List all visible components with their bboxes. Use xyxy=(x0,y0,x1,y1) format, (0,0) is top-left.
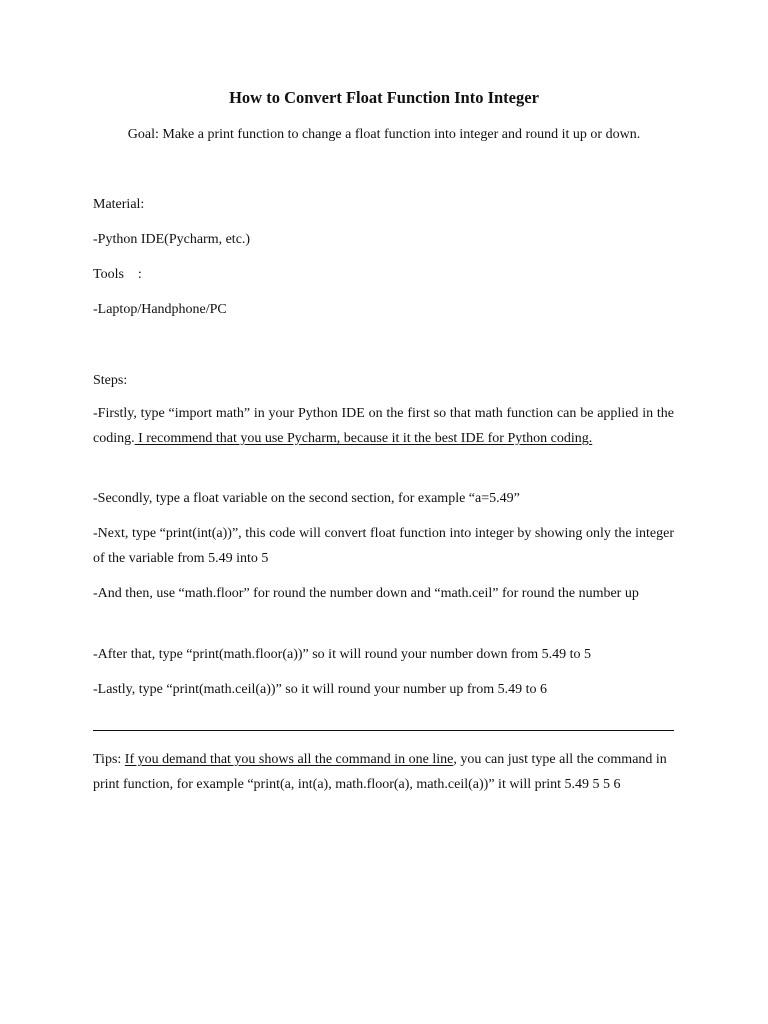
document-title: How to Convert Float Function Into Integer xyxy=(229,88,539,107)
step-3: -Next, type “print(int(a))”, this code will convert float function into integer by showing only the integer of the variable from 5.49 into 5 xyxy=(93,526,674,566)
tools-heading: Tools xyxy=(93,267,124,282)
goal-text: Goal: Make a print function to change a float function into integer and round it up or down. xyxy=(127,127,641,142)
step-1 xyxy=(93,401,674,451)
tools-line xyxy=(93,262,674,287)
step-2: -Secondly, type a float variable on the second section, for example “a=5.49” xyxy=(93,491,520,506)
section-divider xyxy=(93,730,674,731)
tips-label: Tips: xyxy=(93,752,125,767)
step-4: -And then, use “math.floor” for round the number down and “math.ceil” for round the number up xyxy=(93,586,639,601)
tips-paragraph xyxy=(93,747,674,797)
tools-colon: : xyxy=(137,267,142,282)
tips-underlined: If you demand that you shows all the command in one line xyxy=(124,752,454,767)
material-heading: Material: xyxy=(93,197,145,212)
steps-heading: Steps: xyxy=(93,373,128,388)
tips-rest: , you can just type all the command in print function, for example “print(a, int(a), math.floor(a), math.ceil(a))” it will print 5.49 5 5 6 xyxy=(93,752,667,792)
step-1-text: -Firstly, type “import math” in your Python IDE on the first so that math function can be applied in the coding. xyxy=(93,406,674,446)
tools-item: -Laptop/Handphone/PC xyxy=(93,302,227,317)
step-5: -After that, type “print(math.floor(a))” so it will round your number down from 5.49 to 5 xyxy=(93,647,592,662)
step-1-recommendation: I recommend that you use Pycharm, because it it the best IDE for Python coding. xyxy=(134,431,593,446)
material-item: -Python IDE(Pycharm, etc.) xyxy=(93,232,251,247)
step-6: -Lastly, type “print(math.ceil(a))” so it will round your number up from 5.49 to 6 xyxy=(93,682,547,697)
